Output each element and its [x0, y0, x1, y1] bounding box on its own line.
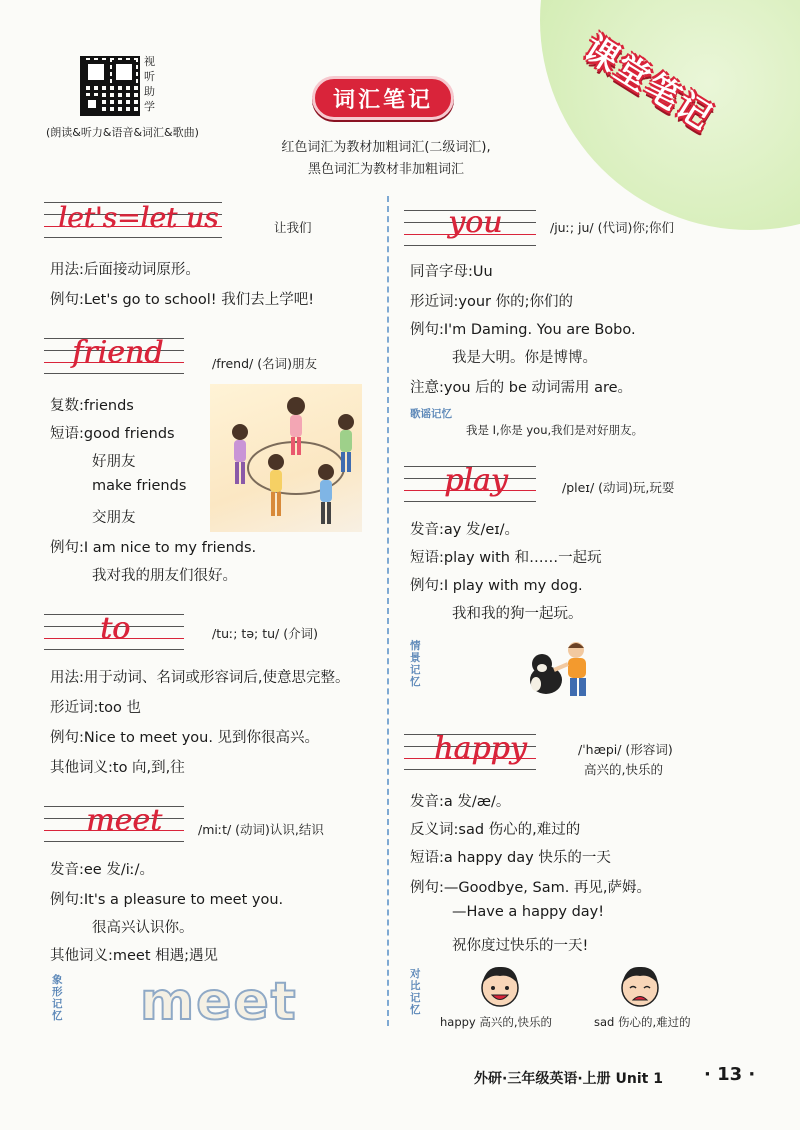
to-similar: 形近词:too 也 — [50, 700, 141, 716]
children-circle-illustration — [210, 384, 362, 532]
sad-caption: sad 伤心的,难过的 — [594, 1015, 691, 1029]
memory-tag-scene: 情景记忆 — [410, 640, 421, 688]
friend-phrase: 短语:good friends — [50, 426, 175, 442]
phonetic-meet: /miːt/ (动词)认识,结识 — [198, 822, 324, 837]
word-to: to — [100, 611, 131, 646]
word-lets: let's=let us — [58, 201, 219, 234]
happy-antonym: 反义词:sad 伤心的,难过的 — [410, 822, 581, 838]
page-title: 词汇笔记 — [312, 76, 454, 120]
meaning-lets: 让我们 — [274, 220, 312, 235]
memory-tag-pictograph: 象形记忆 — [52, 974, 63, 1022]
happy-caption: happy 高兴的,快乐的 — [440, 1015, 553, 1029]
meet-other-meaning: 其他词义:meet 相遇;遇见 — [50, 948, 219, 964]
happy-phrase: 短语:a happy day 快乐的一天 — [410, 850, 611, 866]
boy-with-dog-illustration — [524, 636, 604, 702]
meet-example-cn: 很高兴认识你。 — [92, 920, 194, 936]
to-usage: 用法:用于动词、名词或形容词后,使意思完整。 — [50, 670, 350, 686]
meet-pictograph-art: meet — [140, 972, 298, 1032]
to-example: 例句:Nice to meet you. 见到你很高兴。 — [50, 730, 320, 746]
subtitle-line-1: 红色词汇为教材加粗词汇(二级词汇), — [281, 140, 491, 155]
you-rhyme: 我是 I,你是 you,我们是对好朋友。 — [466, 423, 644, 437]
happy-example-cn: 祝你度过快乐的一天! — [452, 938, 589, 954]
lets-usage: 用法:后面接动词原形。 — [50, 262, 200, 278]
phonetic-to: /tuː; tə; tu/ (介词) — [212, 626, 318, 641]
qr-caption: (朗读&听力&语音&词汇&歌曲) — [46, 126, 199, 139]
word-play: play — [444, 463, 508, 498]
friend-example-cn: 我对我的朋友们很好。 — [92, 568, 237, 584]
play-phrase: 短语:play with 和……一起玩 — [410, 550, 602, 566]
word-friend: friend — [72, 335, 164, 370]
you-example-cn: 我是大明。你是博博。 — [452, 350, 597, 366]
happy-pronunciation: 发音:a 发/æ/。 — [410, 794, 511, 810]
subtitle-line-2: 黑色词汇为教材非加粗词汇 — [307, 162, 464, 177]
memory-tag-contrast: 对比记忆 — [410, 968, 421, 1016]
friend-phrase-2: make friends — [92, 478, 187, 494]
you-similar: 形近词:your 你的;你们的 — [410, 294, 573, 310]
phonetic-play: /pleɪ/ (动词)玩,玩耍 — [562, 480, 675, 495]
play-example: 例句:I play with my dog. — [410, 578, 583, 594]
friend-phrase-cn-2: 交朋友 — [92, 510, 136, 526]
you-example: 例句:I'm Daming. You are Bobo. — [410, 322, 636, 338]
qr-code[interactable] — [80, 56, 140, 116]
friend-plural: 复数:friends — [50, 398, 134, 414]
happy-example-2: —Have a happy day! — [452, 904, 605, 920]
happy-face-illustration — [478, 962, 522, 1010]
phonetic-happy: /ˈhæpi/ (形容词) — [578, 742, 673, 757]
phonetic-friend: /frend/ (名词)朋友 — [212, 356, 317, 371]
corner-label: 课堂笔记 — [576, 28, 720, 139]
qr-side-label: 视 听 助 学 — [144, 55, 155, 113]
footer-book-title: 外研·三年级英语·上册 Unit 1 — [474, 1071, 663, 1087]
you-homophone: 同音字母:Uu — [410, 264, 493, 280]
happy-example: 例句:—Goodbye, Sam. 再见,萨姆。 — [410, 880, 652, 896]
column-divider — [387, 196, 389, 1026]
memory-tag-rhyme: 歌谣记忆 — [410, 408, 452, 420]
meet-example: 例句:It's a pleasure to meet you. — [50, 892, 284, 908]
word-you: you — [448, 205, 503, 240]
play-example-cn: 我和我的狗一起玩。 — [452, 606, 583, 622]
word-meet: meet — [86, 803, 163, 838]
phonetic-you: /juː; ju/ (代词)你;你们 — [550, 220, 675, 235]
sad-face-illustration — [618, 962, 662, 1010]
lets-example: 例句:Let's go to school! 我们去上学吧! — [50, 292, 315, 308]
play-pronunciation: 发音:ay 发/eɪ/。 — [410, 522, 520, 538]
friend-phrase-cn-1: 好朋友 — [92, 454, 136, 470]
meaning-happy: 高兴的,快乐的 — [584, 762, 663, 777]
you-note: 注意:you 后的 be 动词需用 are。 — [410, 380, 633, 396]
page-number: · 13 · — [704, 1064, 756, 1085]
friend-example: 例句:I am nice to my friends. — [50, 540, 257, 556]
word-happy: happy — [434, 731, 527, 766]
to-other-meaning: 其他词义:to 向,到,往 — [50, 760, 185, 776]
meet-pronunciation: 发音:ee 发/iː/。 — [50, 862, 155, 878]
